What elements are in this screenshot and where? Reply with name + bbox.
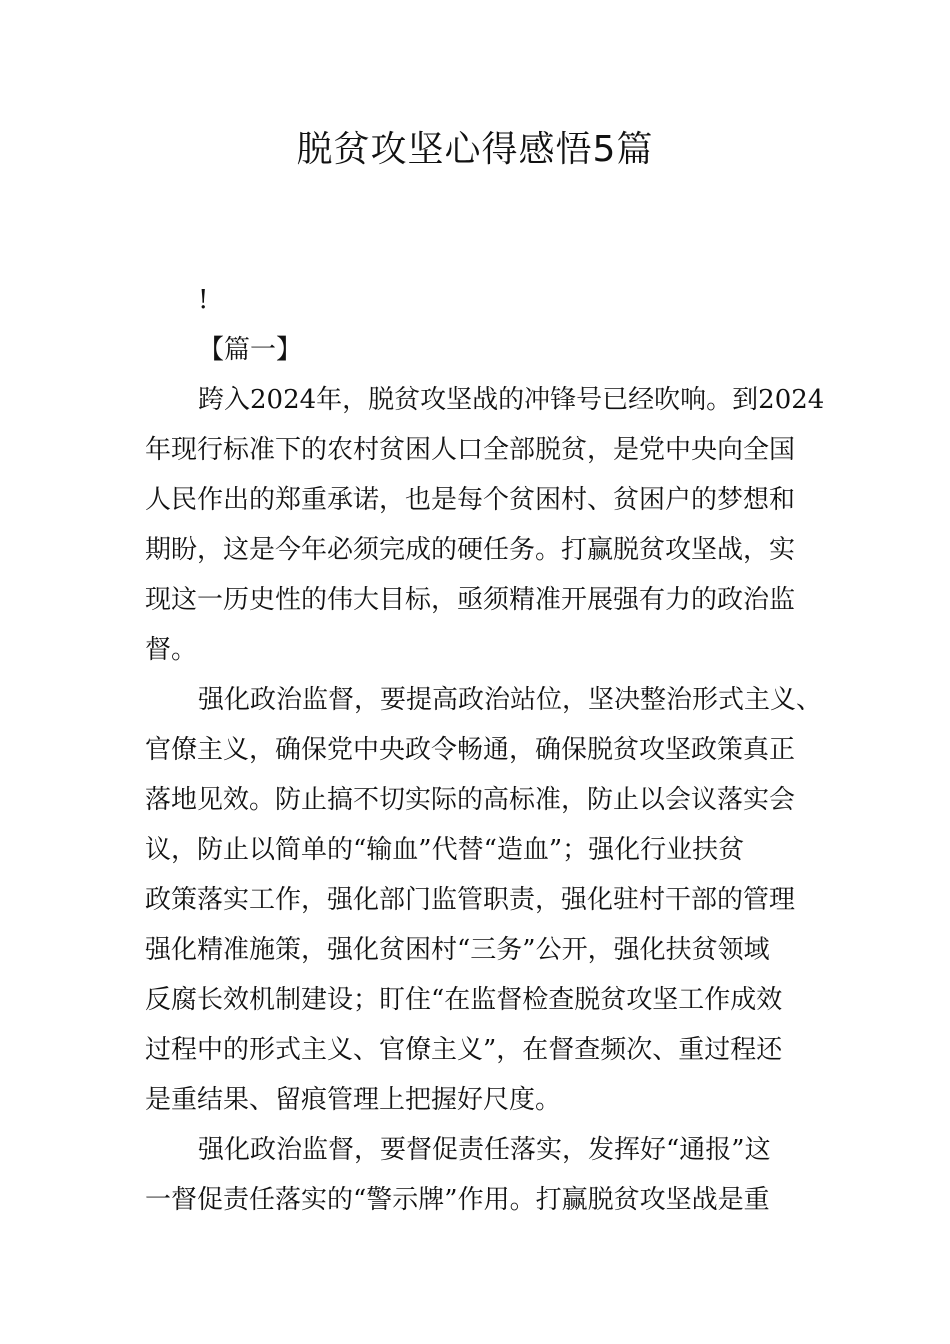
paragraph-2-line-4: 议，防止以简单的“输血”代替“造血”；强化行业扶贫 — [145, 835, 745, 865]
paragraph-2-line-6: 强化精准施策，强化贫困村“三务”公开，强化扶贫领域 — [145, 935, 770, 965]
paragraph-1-line-1: 跨入2024年，脱贫攻坚战的冲锋号已经吹响。到2024 — [198, 385, 825, 415]
paragraph-1-line-4: 期盼，这是今年必须完成的硬任务。打赢脱贫攻坚战，实 — [145, 535, 796, 565]
paragraph-2-line-9: 是重结果、留痕管理上把握好尺度。 — [145, 1085, 562, 1115]
paragraph-2-line-8: 过程中的形式主义、官僚主义”，在督查频次、重过程还 — [145, 1035, 783, 1065]
paragraph-2-line-7: 反腐长效机制建设；盯住“在监督检查脱贫攻坚工作成效 — [145, 985, 783, 1015]
paragraph-2-line-5: 政策落实工作，强化部门监管职责，强化驻村干部的管理 — [145, 885, 796, 915]
document-title: 脱贫攻坚心得感悟5篇 — [296, 129, 654, 170]
paragraph-2-line-3: 落地见效。防止搞不切实际的高标准，防止以会议落实会 — [145, 785, 796, 815]
paragraph-3-line-2: 一督促责任落实的“警示牌”作用。打赢脱贫攻坚战是重 — [145, 1185, 770, 1215]
paragraph-1-line-2: 年现行标准下的农村贫困人口全部脱贫，是党中央向全国 — [145, 435, 796, 465]
paragraph-1-line-3: 人民作出的郑重承诺，也是每个贫困村、贫困户的梦想和 — [145, 485, 796, 515]
paragraph-1-line-6: 督。 — [145, 635, 198, 665]
paragraph-2-line-1: 强化政治监督，要提高政治站位，坚决整治形式主义、 — [198, 685, 823, 715]
exclamation-mark: ! — [198, 285, 209, 315]
paragraph-3-line-1: 强化政治监督，要督促责任落实，发挥好“通报”这 — [198, 1135, 771, 1165]
paragraph-1-line-5: 现这一历史性的伟大目标，亟须精准开展强有力的政治监 — [145, 585, 796, 615]
section-heading: 【篇一】 — [198, 335, 303, 365]
paragraph-2-line-2: 官僚主义，确保党中央政令畅通，确保脱贫攻坚政策真正 — [145, 735, 796, 765]
